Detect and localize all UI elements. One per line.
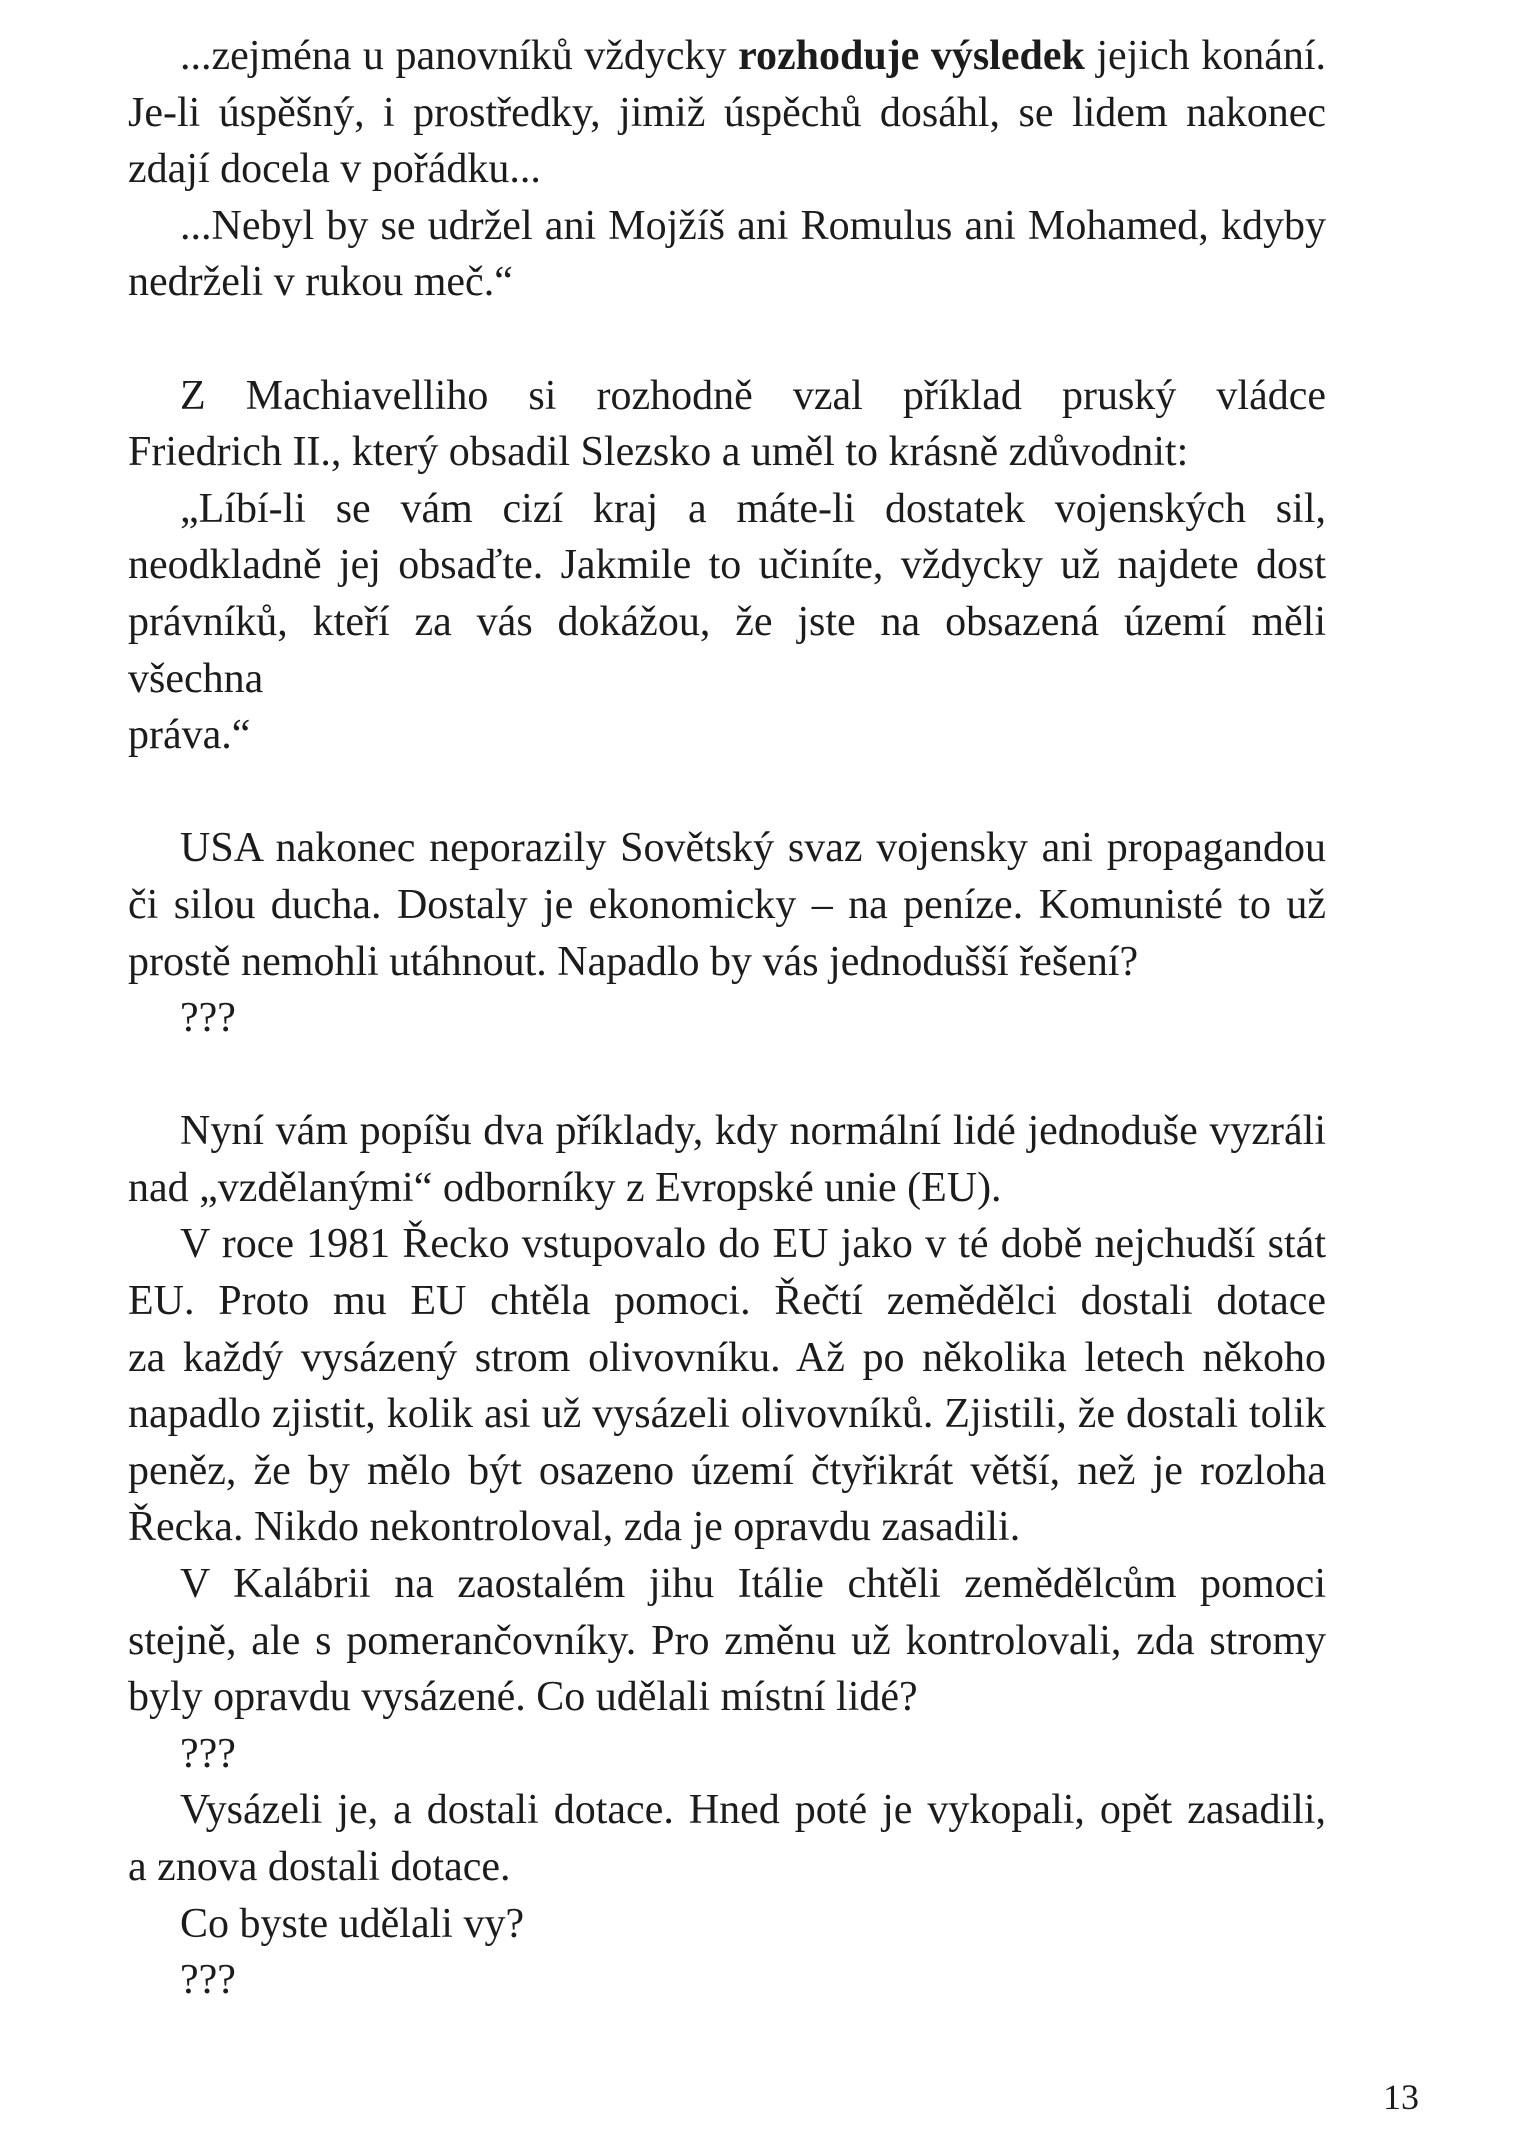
text-run: V roce 1981 Řecko vstupovalo do EU jako v té době nejchudší stát (180, 1221, 1326, 1268)
paragraph-gap (128, 311, 1326, 368)
text-run: ??? (180, 995, 236, 1042)
text-run: ...Nebyl by se udržel ani Mojžíš ani Romulus ani Mohamed, kdyby (180, 202, 1326, 249)
text-line (128, 1273, 1326, 1330)
text-run: EU. Proto mu EU chtěla pomoci. Řečtí zemědělci dostali dotace (128, 1278, 1326, 1325)
text-run: nad „vzdělanými“ odborníky z Evropské unie (EU). (128, 1164, 1002, 1211)
text-line (128, 1216, 1326, 1273)
text-run: V Kalábrii na zaostalém jihu Itálie chtěli zemědělcům pomoci (180, 1561, 1326, 1608)
text-run: „Líbí-li se vám cizí kraj a máte-li dostatek vojenských sil, (180, 485, 1326, 532)
text-run: Nyní vám popíšu dva příklady, kdy normální lidé jednoduše vyzráli (180, 1108, 1326, 1155)
text-run: Vysázeli je, a dostali dotace. Hned poté je vykopali, opět zasadili, (180, 1787, 1326, 1834)
text-line (128, 254, 1326, 311)
text-run: zdají docela v pořádku... (128, 146, 541, 193)
text-run: prostě nemohli utáhnout. Napadlo by vás jednodušší řešení? (128, 938, 1139, 985)
text-run: USA nakonec neporazily Sovětský svaz vojensky ani propagandou (180, 825, 1326, 872)
paragraph-gap (128, 1047, 1326, 1104)
text-run: právníků, kteří za vás dokážou, že jste na obsazená území měli všechna (128, 598, 1326, 702)
text-run: Friedrich II., který obsadil Slezsko a uměl to krásně zdůvodnit: (128, 429, 1189, 476)
text-line (128, 85, 1326, 142)
text-run: jejich konání. (1084, 33, 1327, 79)
text-line (128, 424, 1326, 481)
text-line (128, 481, 1326, 538)
bold-text: rozhoduje výsledek (738, 33, 1085, 79)
text-run: za každý vysázený strom olivovníku. Až po několika letech někoho (128, 1334, 1326, 1381)
text-line (128, 1103, 1326, 1160)
text-run: Je-li úspěšný, i prostředky, jimiž úspěchů dosáhl, se lidem nakonec (128, 89, 1326, 136)
text-flow (128, 28, 1326, 2009)
text-run: ??? (180, 1730, 236, 1777)
text-line (128, 934, 1326, 991)
text-line (128, 1160, 1326, 1217)
text-run: a znova dostali dotace. (128, 1844, 511, 1890)
page-number: 13 (1383, 2077, 1419, 2117)
text-line (128, 198, 1326, 255)
text-line (128, 707, 1326, 764)
text-line (128, 1443, 1326, 1500)
text-line (128, 1556, 1326, 1613)
text-line (128, 1896, 1326, 1953)
text-line (128, 28, 1326, 85)
text-run: byly opravdu vysázené. Co udělali místní lidé? (128, 1674, 918, 1721)
text-line (128, 877, 1326, 934)
text-line (128, 1669, 1326, 1726)
text-line (128, 1726, 1326, 1783)
text-line (128, 1782, 1326, 1839)
text-run: nedrželi v rukou meč.“ (128, 259, 513, 306)
text-run: neodkladně jej obsaďte. Jakmile to učiníte, vždycky už najdete dost (128, 542, 1326, 589)
text-line (128, 990, 1326, 1047)
text-run: či silou ducha. Dostaly je ekonomicky – na peníze. Komunisté to už (128, 881, 1326, 928)
text-line (128, 1330, 1326, 1387)
text-run: stejně, ale s pomerančovníky. Pro změnu už kontrolovali, zda stromy (128, 1617, 1326, 1664)
text-run: napadlo zjistit, kolik asi už vysázeli olivovníků. Zjistili, že dostali tolik (128, 1391, 1326, 1438)
text-run: Co byste udělali vy? (180, 1900, 525, 1947)
text-line (128, 594, 1326, 707)
text-run: ??? (180, 1957, 236, 2004)
text-run: peněz, že by mělo být osazeno území čtyřikrát větší, než je rozloha (128, 1447, 1326, 1494)
text-run: práva.“ (128, 712, 251, 759)
text-run: Z Machiavelliho si rozhodně vzal příklad pruský vládce (180, 372, 1326, 419)
text-line (128, 1386, 1326, 1443)
text-run: Řecka. Nikdo nekontroloval, zda je opravdu zasadili. (128, 1504, 1021, 1551)
text-line (128, 820, 1326, 877)
text-line (128, 1499, 1326, 1556)
paragraph-gap (128, 764, 1326, 821)
text-line (128, 537, 1326, 594)
text-line (128, 1952, 1326, 2009)
text-line (128, 1613, 1326, 1670)
text-line (128, 1839, 1326, 1896)
text-run: ...zejména u panovníků vždycky (180, 33, 739, 79)
text-line (128, 141, 1326, 198)
text-line (128, 368, 1326, 425)
page-body (128, 28, 1326, 2009)
